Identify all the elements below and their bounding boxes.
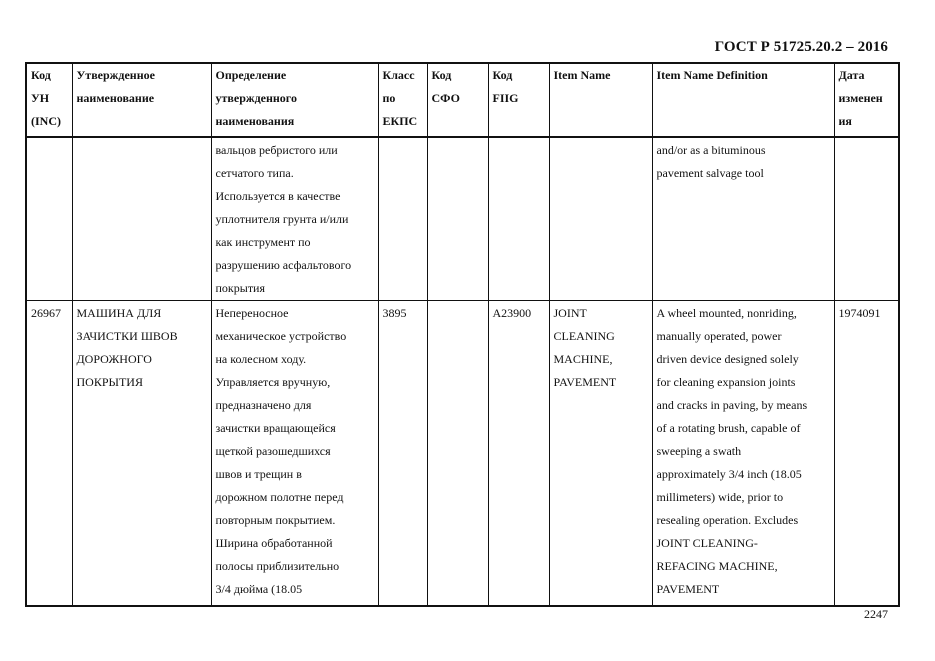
- cell-text: PAVEMENT: [553, 375, 617, 389]
- header-text: Определение: [215, 68, 287, 82]
- cell-text: механическое устройство: [215, 329, 347, 343]
- cell-definition-ru: [211, 301, 378, 607]
- cell-text: как инструмент по: [215, 235, 311, 249]
- header-text: наименования: [215, 114, 295, 128]
- column-header-code-fiig: [488, 63, 549, 137]
- header-text: Утвержденное: [76, 68, 155, 82]
- header-text: утвержденного: [215, 91, 297, 105]
- header-text: (INC): [31, 114, 61, 128]
- cell-text: ЗАЧИСТКИ ШВОВ: [76, 329, 178, 343]
- cell-item-name: [549, 301, 652, 607]
- cell-text: for cleaning expansion joints: [656, 375, 796, 389]
- cell-text: предназначено для: [215, 398, 312, 412]
- cell-date: [834, 301, 899, 607]
- header-text: УН: [31, 91, 50, 105]
- cell-text: PAVEMENT: [656, 582, 720, 596]
- cell-text: ДОРОЖНОГО: [76, 352, 152, 366]
- cell-definition-ru: [211, 137, 378, 301]
- cell-code-fiig: [488, 137, 549, 301]
- cell-text: approximately 3/4 inch (18.05: [656, 467, 802, 481]
- cell-text: CLEANING: [553, 329, 615, 343]
- header-text: по: [382, 91, 396, 105]
- cell-text: Используется в качестве: [215, 189, 341, 203]
- cell-text: ПОКРЫТИЯ: [76, 375, 143, 389]
- cell-text: REFACING MACHINE,: [656, 559, 778, 573]
- table-row: [26, 301, 899, 607]
- cell-text: Управляется вручную,: [215, 375, 331, 389]
- cell-text: Ширина обработанной: [215, 536, 333, 550]
- cell-text: на колесном ходу.: [215, 352, 307, 366]
- header-text: Класс: [382, 68, 415, 82]
- cell-text: 3895: [382, 306, 407, 320]
- header-text: ия: [838, 114, 852, 128]
- cell-text: МАШИНА ДЛЯ: [76, 306, 162, 320]
- header-text: Код: [492, 68, 513, 82]
- cell-item-name: [549, 137, 652, 301]
- cell-text: JOINT: [553, 306, 587, 320]
- header-text: Дата: [838, 68, 865, 82]
- header-text: СФО: [431, 91, 460, 105]
- column-header-definition-ru: [211, 63, 378, 137]
- cell-text: полосы приблизительно: [215, 559, 340, 573]
- cell-text: повторным покрытием.: [215, 513, 336, 527]
- cell-code-sfo: [427, 137, 488, 301]
- header-text: ЕКПС: [382, 114, 418, 128]
- cell-inc: [26, 137, 72, 301]
- cell-text: 26967: [31, 306, 61, 320]
- cell-text: Непереносное: [215, 306, 289, 320]
- cell-approved-name: [72, 301, 211, 607]
- cell-text: зачистки вращающейся: [215, 421, 336, 435]
- cell-text: and cracks in paving, by means: [656, 398, 808, 412]
- cell-text: дорожном полотне перед: [215, 490, 344, 504]
- cell-date: [834, 137, 899, 301]
- column-header-class-ekps: [378, 63, 427, 137]
- cell-text: щеткой разошедшихся: [215, 444, 331, 458]
- cell-text: and/or as a bituminous: [656, 143, 766, 157]
- cell-text: A wheel mounted, nonriding,: [656, 306, 797, 320]
- cell-approved-name: [72, 137, 211, 301]
- cell-definition-en: [652, 137, 834, 301]
- cell-code-sfo: [427, 301, 488, 607]
- cell-text: manually operated, power: [656, 329, 782, 343]
- cell-text: pavement salvage tool: [656, 166, 764, 180]
- page-number: 2247: [864, 607, 888, 621]
- cell-text: покрытия: [215, 281, 265, 295]
- header-text: Код: [431, 68, 452, 82]
- cell-text: MACHINE,: [553, 352, 613, 366]
- cell-text: разрушению асфальтового: [215, 258, 352, 272]
- catalog-table: [25, 62, 900, 607]
- column-header-date: [834, 63, 899, 137]
- cell-inc: [26, 301, 72, 607]
- column-header-approved-name: [72, 63, 211, 137]
- cell-class-ekps: [378, 137, 427, 301]
- cell-text: sweeping a swath: [656, 444, 742, 458]
- column-header-inc: [26, 63, 72, 137]
- header-text: наименование: [76, 91, 155, 105]
- header-text: Код: [31, 68, 51, 82]
- table-row: [26, 137, 899, 301]
- table-header-row: [26, 63, 899, 137]
- cell-text: уплотнителя грунта и/или: [215, 212, 349, 226]
- cell-text: millimeters) wide, prior to: [656, 490, 784, 504]
- header-text: Item Name Definition: [656, 68, 768, 82]
- header-text: Item Name: [553, 68, 611, 82]
- cell-text: швов и трещин в: [215, 467, 302, 481]
- cell-text: of a rotating brush, capable of: [656, 421, 801, 435]
- cell-class-ekps: [378, 301, 427, 607]
- cell-code-fiig: [488, 301, 549, 607]
- column-header-code-sfo: [427, 63, 488, 137]
- cell-text: 1974091: [838, 306, 881, 320]
- cell-text: A23900: [492, 306, 532, 320]
- cell-definition-en: [652, 301, 834, 607]
- cell-text: вальцов ребристого или: [215, 143, 338, 157]
- document-code: ГОСТ Р 51725.20.2 – 2016: [714, 39, 888, 55]
- header-text: изменен: [838, 91, 883, 105]
- cell-text: 3/4 дюйма (18.05: [215, 582, 303, 596]
- column-header-item-name: [549, 63, 652, 137]
- column-header-definition-en: [652, 63, 834, 137]
- cell-text: resealing operation. Excludes: [656, 513, 799, 527]
- header-text: FIIG: [492, 91, 519, 105]
- cell-text: сетчатого типа.: [215, 166, 294, 180]
- cell-text: driven device designed solely: [656, 352, 799, 366]
- cell-text: JOINT CLEANING-: [656, 536, 758, 550]
